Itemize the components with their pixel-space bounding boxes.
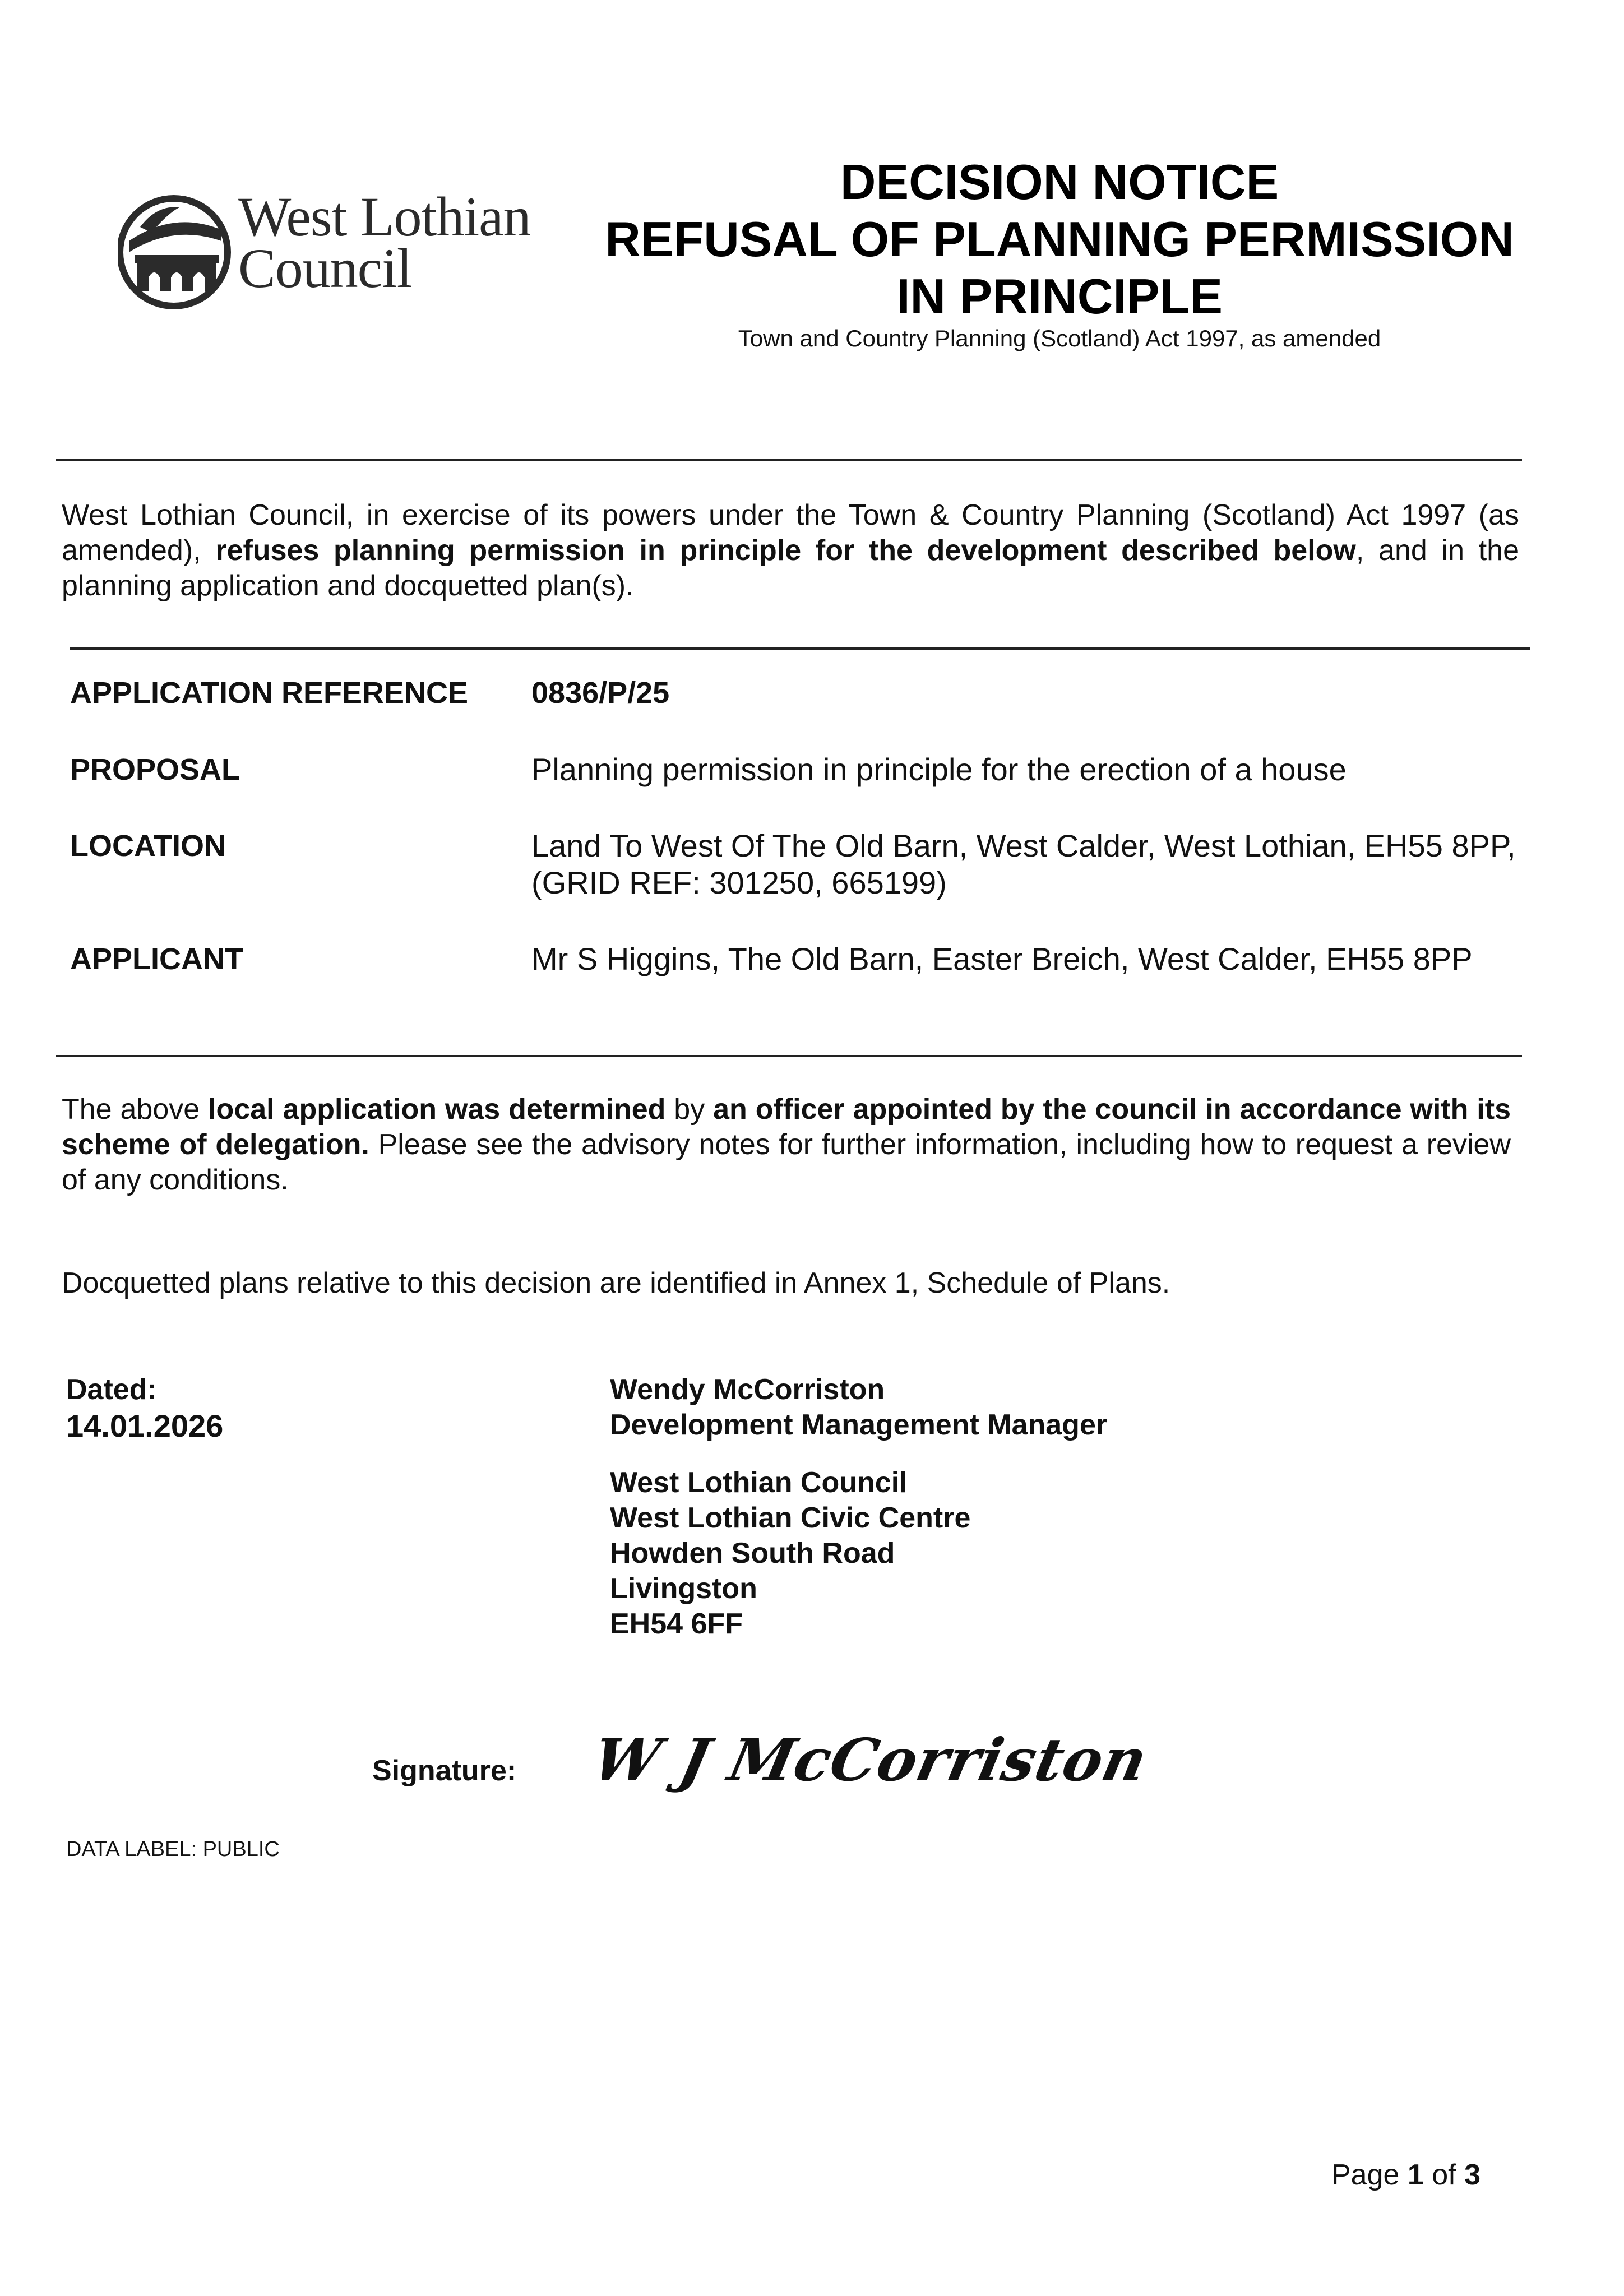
- value-proposal: Planning permission in principle for the erection of a house: [531, 752, 1347, 787]
- intro-text-bold: refuses planning permission in principle for the development described below: [215, 534, 1356, 567]
- page-number: [1331, 2158, 1480, 2192]
- subtitle-act: Town and Country Planning (Scotland) Act 1997, as amended: [738, 325, 1381, 351]
- officer-name: Wendy McCorriston: [610, 1373, 885, 1406]
- address-line: West Lothian Civic Centre: [610, 1502, 971, 1534]
- intro-text-1: West Lothian Council, in exercise of its powers under the Town & Country Planning (Scotland) Act 1997 (as amended),: [62, 499, 1519, 567]
- data-label: DATA LABEL: PUBLIC: [66, 1837, 280, 1861]
- determination-paragraph: [62, 1092, 1511, 1198]
- logo-text-line2: Council: [238, 237, 412, 299]
- value-application-reference: 0836/P/25: [531, 676, 670, 710]
- determination-text-2: by: [665, 1093, 714, 1126]
- divider-top: [56, 459, 1522, 461]
- dated-value: 14.01.2026: [66, 1408, 224, 1443]
- officer-title: Development Management Manager: [610, 1409, 1108, 1441]
- determination-text-3: Please see the advisory notes for further information, including how to request a review of any conditions.: [62, 1128, 1511, 1196]
- address-line: Howden South Road: [610, 1537, 895, 1570]
- address-line: Livingston: [610, 1572, 757, 1605]
- divider-details-top: [70, 647, 1530, 650]
- page-total: 3: [1464, 2159, 1480, 2191]
- docquetted-plans-note: Docquetted plans relative to this decision are identified in Annex 1, Schedule of Plans.: [62, 1267, 1170, 1299]
- logo-text-line1: West Lothian: [238, 186, 531, 248]
- label-location: LOCATION: [70, 829, 226, 863]
- address-line: EH54 6FF: [610, 1608, 743, 1640]
- dated-label: Dated:: [66, 1373, 157, 1406]
- divider-details-bottom: [56, 1055, 1522, 1057]
- determination-bold-1: local application was determined: [208, 1093, 666, 1126]
- label-applicant: APPLICANT: [70, 942, 243, 976]
- page-word: Page: [1331, 2159, 1408, 2191]
- label-proposal: PROPOSAL: [70, 753, 240, 786]
- value-applicant: Mr S Higgins, The Old Barn, Easter Breich, West Calder, EH55 8PP: [531, 941, 1473, 976]
- intro-text-2: , and in the planning application and docquetted plan(s).: [62, 534, 1519, 602]
- title-refusal: REFUSAL OF PLANNING PERMISSION: [605, 211, 1514, 267]
- officer-block: [610, 1372, 1107, 1642]
- title-in-principle: IN PRINCIPLE: [896, 269, 1223, 324]
- page-current: 1: [1407, 2159, 1424, 2191]
- intro-paragraph: [62, 498, 1519, 604]
- viaduct-emblem-icon: [118, 188, 235, 317]
- value-location: Land To West Of The Old Barn, West Calder, West Lothian, EH55 8PP, (GRID REF: 301250, 665199): [531, 828, 1516, 900]
- of-word: of: [1423, 2159, 1465, 2191]
- address-line: West Lothian Council: [610, 1466, 908, 1499]
- label-application-reference: APPLICATION REFERENCE: [70, 676, 469, 710]
- handwritten-signature: W J McCorriston: [586, 1725, 1154, 1794]
- title-decision-notice: DECISION NOTICE: [840, 154, 1279, 210]
- logo-wordmark: [238, 186, 531, 299]
- determination-bold-2: an officer appointed by the council in accordance with its scheme of delegation.: [62, 1093, 1511, 1161]
- determination-text-1: The above: [62, 1093, 209, 1126]
- council-logo: [118, 188, 566, 317]
- signature-label: Signature:: [372, 1755, 517, 1787]
